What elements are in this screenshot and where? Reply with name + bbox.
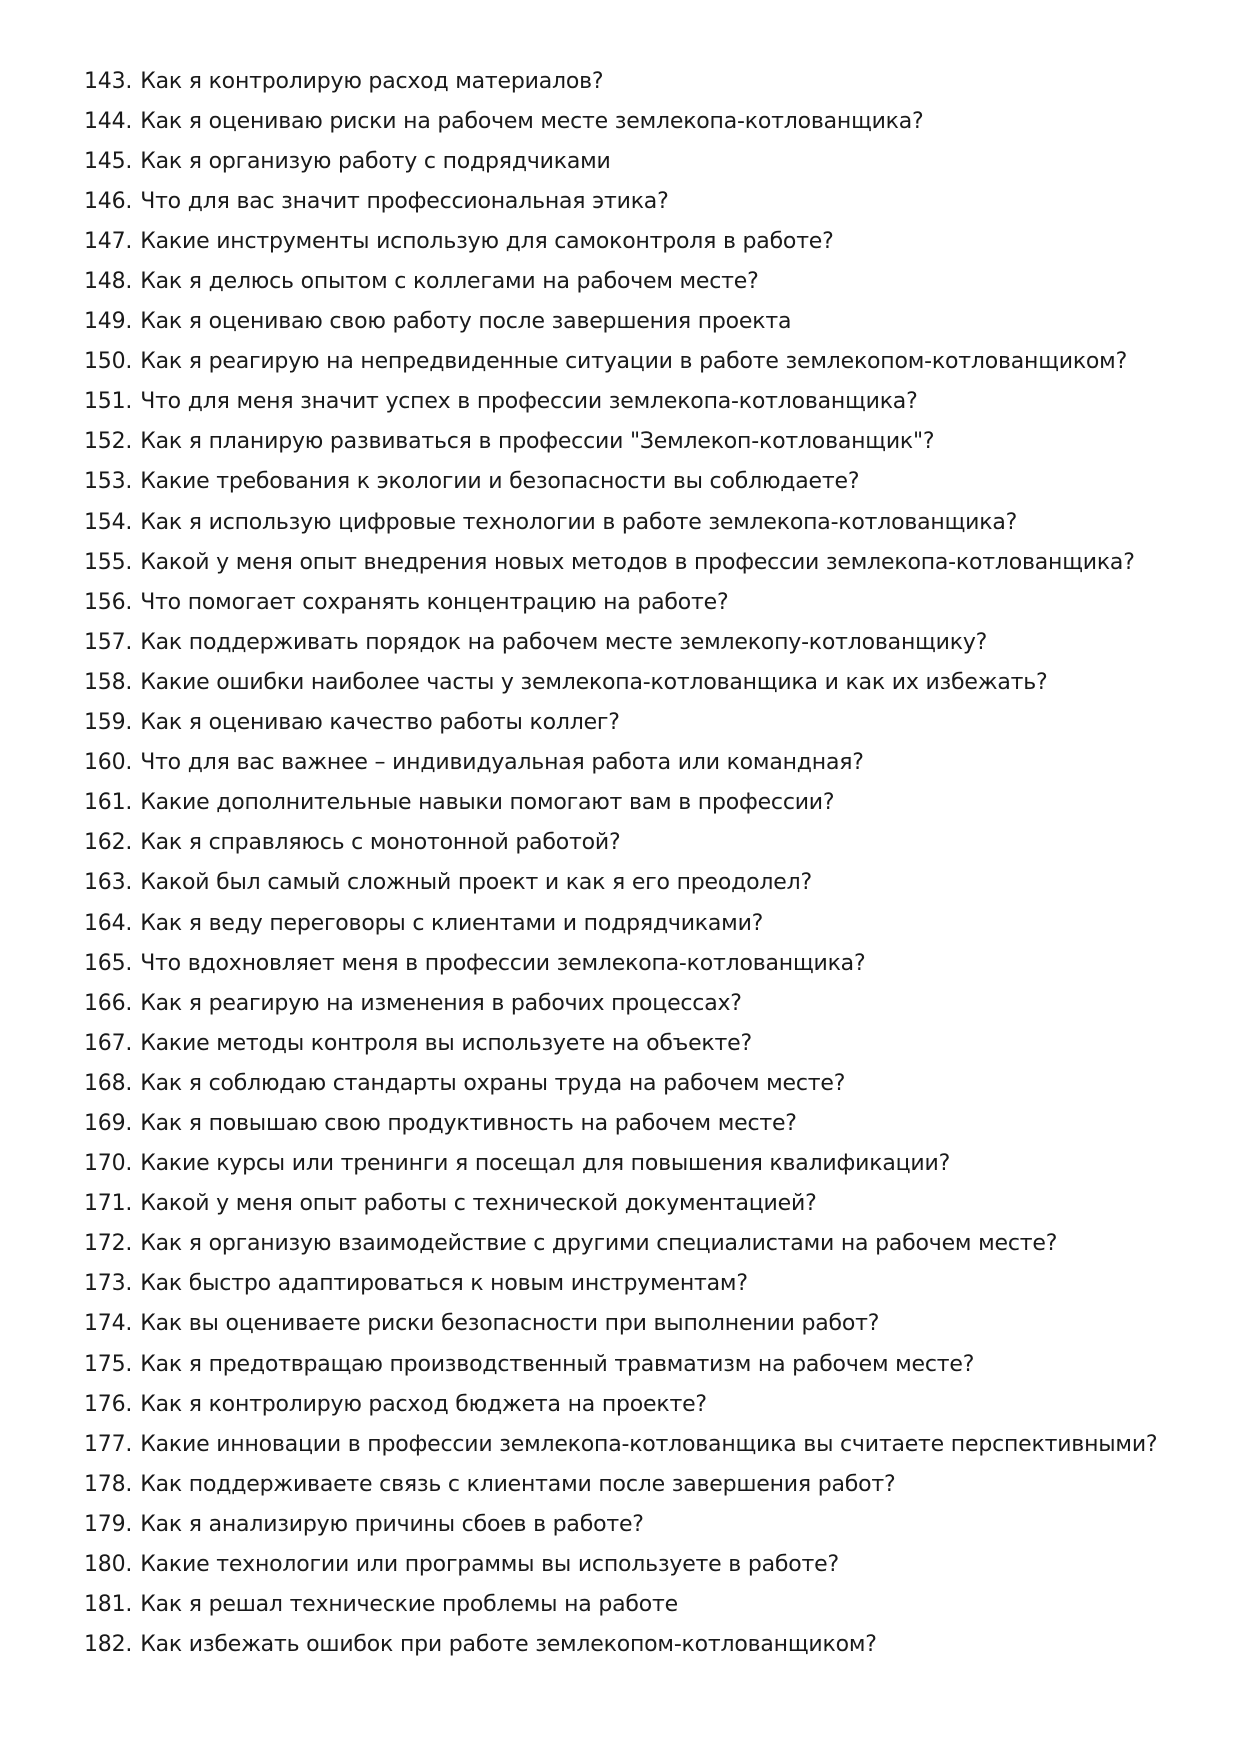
question-number: 174.: [84, 1311, 133, 1337]
question-number: 144.: [84, 108, 133, 134]
question-text: Какие требования к экологии и безопасности вы соблюдаете?: [140, 469, 860, 495]
question-item: [84, 1344, 1194, 1384]
question-item: [84, 1224, 1194, 1264]
question-number: 181.: [84, 1592, 133, 1618]
question-item: [84, 703, 1194, 743]
question-number: 167.: [84, 1030, 133, 1056]
question-number: 164.: [84, 910, 133, 936]
question-number: 182.: [84, 1632, 133, 1658]
question-item: [84, 382, 1194, 422]
question-item: [84, 783, 1194, 823]
question-item: [84, 863, 1194, 903]
question-text: Как я решал технические проблемы на работе: [140, 1592, 678, 1618]
question-item: [84, 582, 1194, 622]
question-item: [84, 462, 1194, 502]
question-text: Как я использую цифровые технологии в работе землекопа-котлованщика?: [140, 509, 1018, 535]
question-item: [84, 1585, 1194, 1625]
question-item: [84, 1625, 1194, 1665]
question-item: [84, 1464, 1194, 1504]
question-item: [84, 983, 1194, 1023]
question-item: [84, 1023, 1194, 1063]
question-item: [84, 1304, 1194, 1344]
question-item: [84, 181, 1194, 221]
question-number: 160.: [84, 750, 133, 776]
question-text: Какие дополнительные навыки помогают вам в профессии?: [140, 790, 835, 816]
question-text: Какой у меня опыт внедрения новых методов в профессии землекопа-котлованщика?: [140, 549, 1135, 575]
question-text: Как я контролирую расход бюджета на проекте?: [140, 1391, 707, 1417]
question-item: [84, 622, 1194, 662]
question-text: Как поддерживать порядок на рабочем месте землекопу-котлованщику?: [140, 629, 988, 655]
question-item: [84, 422, 1194, 462]
question-list: [84, 61, 1194, 1665]
question-item: [84, 261, 1194, 301]
question-text: Что для вас важнее – индивидуальная работа или командная?: [140, 750, 864, 776]
question-text: Какие технологии или программы вы используете в работе?: [140, 1552, 839, 1578]
question-item: [84, 221, 1194, 261]
question-number: 168.: [84, 1070, 133, 1096]
question-text: Что для меня значит успех в профессии землекопа-котлованщика?: [140, 389, 918, 415]
question-item: [84, 1424, 1194, 1464]
question-item: [84, 502, 1194, 542]
question-text: Как я контролирую расход материалов?: [140, 68, 604, 94]
question-number: 152.: [84, 429, 133, 455]
question-text: Как вы оцениваете риски безопасности при выполнении работ?: [140, 1311, 880, 1337]
question-item: [84, 141, 1194, 181]
question-number: 162.: [84, 830, 133, 856]
question-text: Как я делюсь опытом с коллегами на рабочем месте?: [140, 269, 759, 295]
question-item: [84, 823, 1194, 863]
question-number: 150.: [84, 349, 133, 375]
question-item: [84, 903, 1194, 943]
question-item: [84, 1184, 1194, 1224]
question-item: [84, 943, 1194, 983]
question-item: [84, 342, 1194, 382]
question-text: Как я реагирую на изменения в рабочих процессах?: [140, 990, 742, 1016]
question-item: [84, 1544, 1194, 1584]
question-item: [84, 1504, 1194, 1544]
question-text: Как быстро адаптироваться к новым инструментам?: [140, 1271, 748, 1297]
question-number: 146.: [84, 188, 133, 214]
question-item: [84, 1103, 1194, 1143]
question-text: Как я соблюдаю стандарты охраны труда на рабочем месте?: [140, 1070, 846, 1096]
question-number: 143.: [84, 68, 133, 94]
question-item: [84, 1264, 1194, 1304]
question-item: [84, 61, 1194, 101]
question-number: 169.: [84, 1110, 133, 1136]
question-item: [84, 101, 1194, 141]
question-number: 161.: [84, 790, 133, 816]
document-page: [84, 61, 1194, 1665]
question-number: 172.: [84, 1231, 133, 1257]
question-text: Какие курсы или тренинги я посещал для повышения квалификации?: [140, 1151, 951, 1177]
question-number: 178.: [84, 1471, 133, 1497]
question-number: 157.: [84, 629, 133, 655]
question-number: 147.: [84, 228, 133, 254]
question-text: Какие ошибки наиболее часты у землекопа-котлованщика и как их избежать?: [140, 669, 1048, 695]
question-item: [84, 1063, 1194, 1103]
question-number: 153.: [84, 469, 133, 495]
question-number: 156.: [84, 589, 133, 615]
question-number: 171.: [84, 1191, 133, 1217]
question-item: [84, 662, 1194, 702]
question-number: 176.: [84, 1391, 133, 1417]
question-text: Как я анализирую причины сбоев в работе?: [140, 1511, 644, 1537]
question-text: Какие инструменты использую для самоконтроля в работе?: [140, 228, 834, 254]
question-text: Как я справляюсь с монотонной работой?: [140, 830, 621, 856]
question-number: 145.: [84, 148, 133, 174]
question-number: 154.: [84, 509, 133, 535]
question-text: Как я оцениваю качество работы коллег?: [140, 710, 620, 736]
question-text: Как я организую работу с подрядчиками: [140, 148, 611, 174]
question-number: 179.: [84, 1511, 133, 1537]
question-text: Как я реагирую на непредвиденные ситуации в работе землекопом-котлованщиком?: [140, 349, 1128, 375]
question-text: Какие инновации в профессии землекопа-котлованщика вы считаете перспективными?: [140, 1431, 1158, 1457]
question-text: Как я планирую развиваться в профессии "Землекоп-котлованщик"?: [140, 429, 935, 455]
question-number: 165.: [84, 950, 133, 976]
question-text: Как я организую взаимодействие с другими специалистами на рабочем месте?: [140, 1231, 1058, 1257]
question-text: Как я оцениваю риски на рабочем месте землекопа-котлованщика?: [140, 108, 924, 134]
question-item: [84, 542, 1194, 582]
question-text: Как я веду переговоры с клиентами и подрядчиками?: [140, 910, 764, 936]
question-number: 175.: [84, 1351, 133, 1377]
question-item: [84, 1384, 1194, 1424]
question-number: 166.: [84, 990, 133, 1016]
question-item: [84, 1144, 1194, 1184]
question-number: 158.: [84, 669, 133, 695]
question-number: 180.: [84, 1552, 133, 1578]
question-item: [84, 302, 1194, 342]
question-text: Что вдохновляет меня в профессии землекопа-котлованщика?: [140, 950, 866, 976]
question-text: Что помогает сохранять концентрацию на работе?: [140, 589, 729, 615]
question-text: Что для вас значит профессиональная этика?: [140, 188, 669, 214]
question-text: Как я повышаю свою продуктивность на рабочем месте?: [140, 1110, 797, 1136]
question-text: Как я предотвращаю производственный травматизм на рабочем месте?: [140, 1351, 975, 1377]
question-text: Какие методы контроля вы используете на объекте?: [140, 1030, 752, 1056]
question-number: 151.: [84, 389, 133, 415]
question-number: 159.: [84, 710, 133, 736]
question-number: 177.: [84, 1431, 133, 1457]
question-number: 173.: [84, 1271, 133, 1297]
question-number: 148.: [84, 269, 133, 295]
question-text: Как избежать ошибок при работе землекопом-котлованщиком?: [140, 1632, 877, 1658]
question-text: Какой был самый сложный проект и как я его преодолел?: [140, 870, 812, 896]
question-text: Какой у меня опыт работы с технической документацией?: [140, 1191, 817, 1217]
question-text: Как поддерживаете связь с клиентами после завершения работ?: [140, 1471, 896, 1497]
question-number: 170.: [84, 1151, 133, 1177]
question-text: Как я оцениваю свою работу после завершения проекта: [140, 309, 792, 335]
question-number: 163.: [84, 870, 133, 896]
question-number: 155.: [84, 549, 133, 575]
question-number: 149.: [84, 309, 133, 335]
question-item: [84, 743, 1194, 783]
